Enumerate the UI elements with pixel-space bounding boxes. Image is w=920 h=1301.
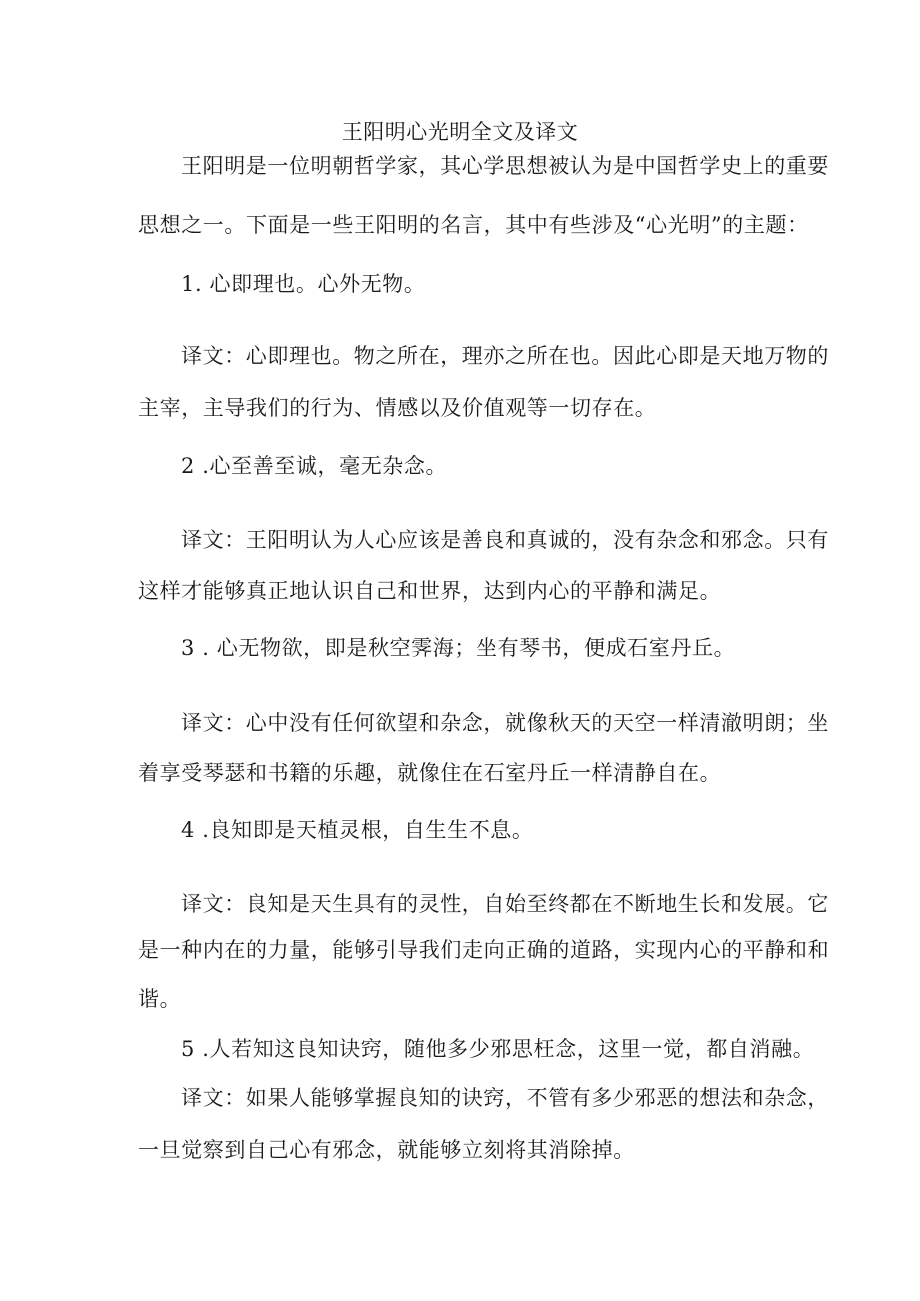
intro-line-1: 王阳明是一位明朝哲学家，其心学思想被认为是中国哲学史上的重要 — [181, 154, 829, 178]
quote-3: 3 . 心无物欲，即是秋空霁海；坐有琴书，便成石室丹丘。 — [181, 636, 736, 660]
translation-5-line-2: 一旦觉察到自己心有邪念，就能够立刻将其消除掉。 — [138, 1138, 635, 1162]
quote-1: 1. 心即理也。心外无物。 — [181, 272, 426, 296]
translation-3-line-2: 着享受琴瑟和书籍的乐趣，就像住在石室丹丘一样清静自在。 — [138, 761, 722, 785]
document-title: 王阳明心光明全文及译文 — [341, 120, 579, 144]
quote-4: 4 .良知即是天植灵根，自生生不息。 — [181, 818, 534, 842]
intro-line-2: 思想之一。下面是一些王阳明的名言，其中有些涉及“心光明”的主题： — [138, 213, 809, 237]
quote-2: 2 .心至善至诚，毫无杂念。 — [181, 454, 448, 478]
translation-4-line-3: 谐。 — [138, 987, 182, 1011]
translation-1-line-1: 译文：心即理也。物之所在，理亦之所在也。因此心即是天地万物的 — [181, 344, 829, 368]
translation-4-line-2: 是一种内在的力量，能够引导我们走向正确的道路，实现内心的平静和和 — [138, 938, 830, 962]
translation-5-line-1: 译文：如果人能够掌握良知的诀窍，不管有多少邪恶的想法和杂念， — [181, 1086, 829, 1110]
translation-3-line-1: 译文：心中没有任何欲望和杂念，就像秋天的天空一样清澈明朗；坐 — [181, 711, 829, 735]
translation-2-line-2: 这样才能够真正地认识自己和世界，达到内心的平静和满足。 — [138, 579, 722, 603]
quote-5: 5 .人若知这良知诀窍，随他多少邪思枉念，这里一觉，都自消融。 — [181, 1037, 815, 1061]
translation-4-line-1: 译文：良知是天生具有的灵性，自始至终都在不断地生长和发展。它 — [181, 892, 829, 916]
translation-1-line-2: 主宰，主导我们的行为、情感以及价值观等一切存在。 — [138, 396, 657, 420]
translation-2-line-1: 译文：王阳明认为人心应该是善良和真诚的，没有杂念和邪念。只有 — [181, 528, 829, 552]
